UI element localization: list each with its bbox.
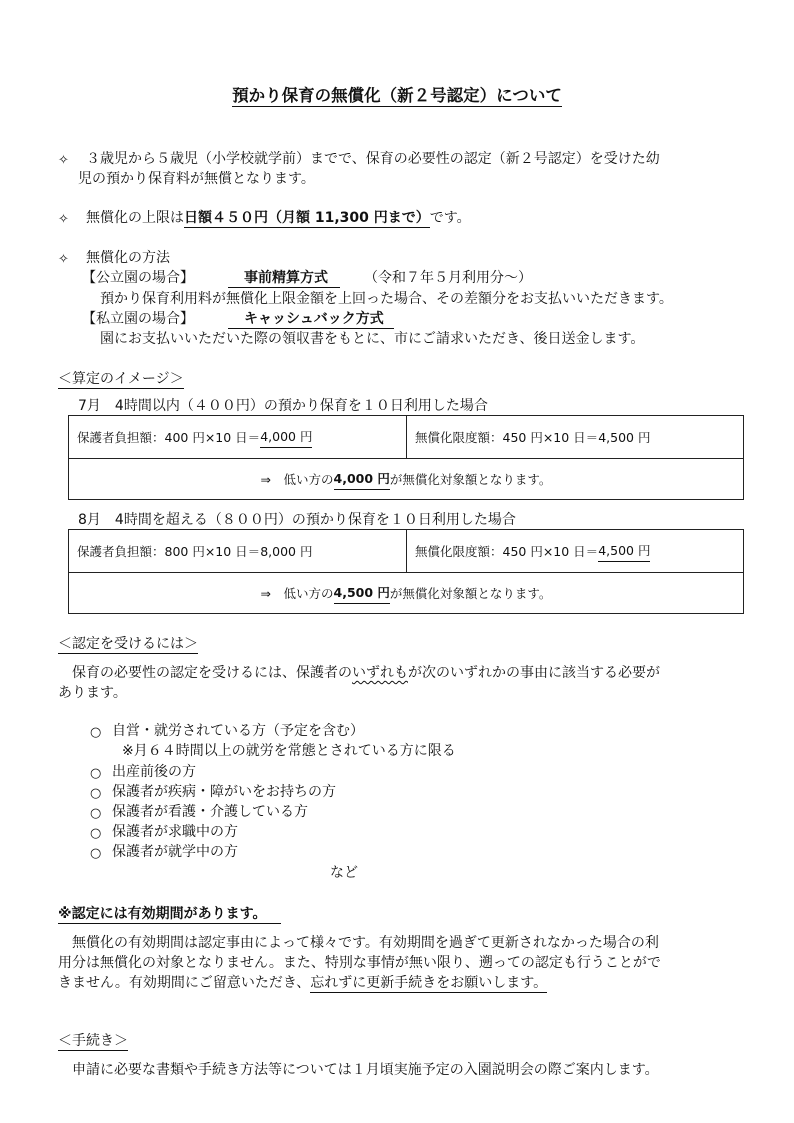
limit-prefix: 無償化の上限は <box>86 210 184 226</box>
public-note: （令和７年５月利用分～） <box>364 270 532 286</box>
example-1-guardian-value: 4,000 円 <box>260 427 312 448</box>
validity-line-3: きません。有効期間にご留意いただき、忘れずに更新手続きをお願いします。 <box>58 975 548 991</box>
example-1-caption: 7月 4時間以内（４００円）の預かり保育を１０日利用した場合 <box>78 398 488 414</box>
private-method <box>228 310 394 329</box>
bullet-icon: ✧ <box>58 153 69 168</box>
bullet-icon: ✧ <box>58 212 69 227</box>
example-2-amounts-row <box>69 530 743 572</box>
public-desc: 預かり保育利用料が無償化上限金額を上回った場合、その差額分をお支払いいただきます。 <box>100 291 673 307</box>
reason-item: 保護者が求職中の方 <box>112 824 238 840</box>
example-2-result-value: 4,500 円 <box>334 583 390 604</box>
example-2-table <box>68 529 744 614</box>
validity-line-1: 無償化の有効期間は認定事由によって様々です。有効期間を過ぎて更新されなかった場合の利 <box>72 935 659 951</box>
private-method-text: キャッシュバック方式 <box>228 311 394 329</box>
reason-item: 自営・就労されている方（予定を含む） <box>112 723 364 739</box>
reason-item: 出産前後の方 <box>112 764 196 780</box>
page-title: 預かり保育の無償化（新２号認定）について <box>232 86 562 105</box>
certification-emphasis: いずれも <box>352 665 408 681</box>
circle-icon: ○ <box>90 786 102 801</box>
limit-line <box>86 209 471 228</box>
example-2-result-cell: ⇒ 低い方の 4,500 円 が無償化対象額となります。 <box>69 573 743 613</box>
reason-note: ※月６４時間以上の就労を常態とされている方に限る <box>122 743 456 759</box>
example-2-limit-cell: 無償化限度額：450 円×10 日＝ 4,500 円 <box>407 530 743 572</box>
certification-heading: ＜認定を受けるには＞ <box>58 636 198 652</box>
reason-item: 保護者が疾病・障がいをお持ちの方 <box>112 784 336 800</box>
circle-icon: ○ <box>90 725 102 740</box>
public-method-text: 事前精算方式 <box>228 270 340 288</box>
private-label: 【私立園の場合】 <box>82 311 194 327</box>
example-1-limit-value: 4,500 円 <box>598 429 651 445</box>
intro-line-1: ３歳児から５歳児（小学校就学前）までで、保育の必要性の認定（新２号認定）を受けた幼 <box>86 151 660 167</box>
circle-icon: ○ <box>90 766 102 781</box>
reason-etc: など <box>330 865 358 881</box>
validity-heading: ※認定には有効期間があります。 <box>58 905 281 924</box>
procedure-text: 申請に必要な書類や手続き方法等については１月頃実施予定の入園説明会の際ご案内します。 <box>72 1062 659 1078</box>
example-2-caption: 8月 4時間を超える（８００円）の預かり保育を１０日利用した場合 <box>78 512 516 528</box>
example-1-result-cell: ⇒ 低い方の 4,000 円 が無償化対象額となります。 <box>69 459 743 499</box>
certification-intro-line-1: 保育の必要性の認定を受けるには、保護者のいずれもが次のいずれかの事由に該当する必要が <box>72 665 660 681</box>
procedure-heading: ＜手続き＞ <box>58 1033 128 1049</box>
private-desc: 園にお支払いいただいた際の領収書をもとに、市にご請求いただき、後日送金します。 <box>100 331 645 347</box>
circle-icon: ○ <box>90 846 102 861</box>
public-label: 【公立園の場合】 <box>82 270 194 286</box>
example-2-limit-value: 4,500 円 <box>598 541 650 562</box>
example-1-table <box>68 415 744 500</box>
public-method <box>228 269 340 288</box>
method-heading: 無償化の方法 <box>86 250 170 266</box>
bullet-icon: ✧ <box>58 252 69 267</box>
validity-emphasis: 忘れずに更新手続きをお願いします。 <box>310 975 548 991</box>
calc-heading: ＜算定のイメージ＞ <box>58 371 184 387</box>
limit-amount: 日額４５０円（月額 11,300 円まで） <box>184 210 430 226</box>
reason-item: 保護者が看護・介護している方 <box>112 804 308 820</box>
reason-item: 保護者が就学中の方 <box>112 844 238 860</box>
example-1-result-row <box>69 458 743 499</box>
circle-icon: ○ <box>90 806 102 821</box>
example-1-result-value: 4,000 円 <box>334 469 390 490</box>
circle-icon: ○ <box>90 826 102 841</box>
certification-intro-line-2: あります。 <box>58 685 127 701</box>
example-1-limit-cell: 無償化限度額：450 円×10 日＝ 4,500 円 <box>415 429 651 445</box>
limit-suffix: です。 <box>429 210 471 226</box>
example-2-guardian-value: 8,000 円 <box>260 543 313 559</box>
validity-line-2: 用分は無償化の対象となりません。また、特別な事情が無い限り、遡っての認定も行うことがで <box>58 955 661 971</box>
example-2-guardian-cell: 保護者負担額：800 円×10 日＝ 8,000 円 <box>69 530 407 572</box>
example-1-amounts-row <box>69 416 743 458</box>
intro-line-2: 児の預かり保育料が無償となります。 <box>78 171 315 187</box>
example-2-result-row <box>69 572 743 613</box>
example-1-guardian-cell: 保護者負担額：400 円×10 日＝ 4,000 円 <box>69 416 407 458</box>
